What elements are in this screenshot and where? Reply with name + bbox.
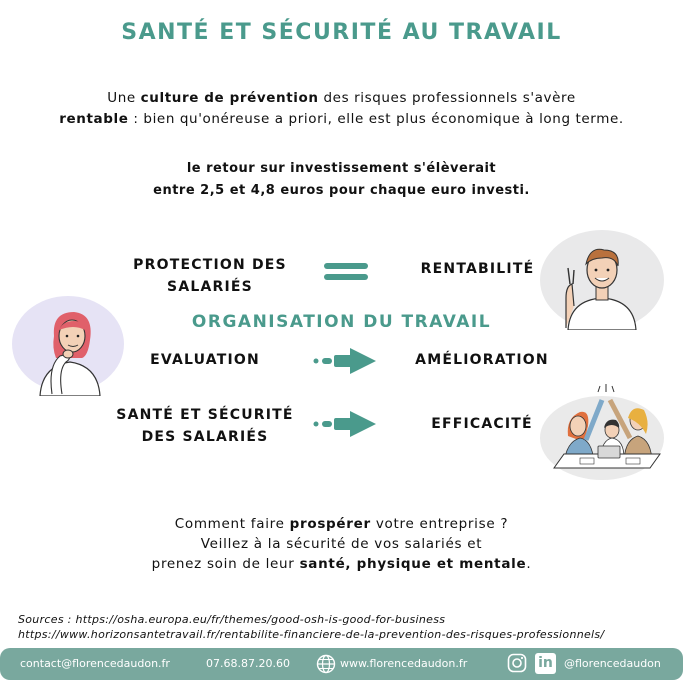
- footer-bar: [0, 648, 683, 680]
- amelioration-label: AMÉLIORATION: [415, 352, 549, 368]
- linkedin-icon[interactable]: in: [535, 653, 556, 674]
- closing-paragraph: Comment faire prospérer votre entreprise ? Veillez à la sécurité de vos salariés et prenez soin de leur santé, physique et mentale.: [151, 516, 532, 572]
- arrow-right-icon: [312, 346, 378, 376]
- sante-securite-label: SANTÉ ET SÉCURITÉ DES SALARIÉS: [116, 407, 294, 445]
- source-link-osha[interactable]: Sources : https://osha.europa.eu/fr/themes/good-osh-is-good-for-business: [18, 613, 446, 626]
- intro-paragraph: Une culture de prévention des risques professionnels s'avère rentable : bien qu'onéreuse a priori, elle est plus économique à long terme.: [59, 90, 624, 127]
- efficacite-label: EFFICACITÉ: [431, 416, 533, 432]
- organisation-title: ORGANISATION DU TRAVAIL: [191, 312, 492, 332]
- rentabilite-label: RENTABILITÉ: [420, 261, 535, 277]
- roi-statement: le retour sur investissement s'élèverait entre 2,5 et 4,8 euros pour chaque euro investi.: [153, 161, 530, 198]
- footer-phone[interactable]: 07.68.87.20.60: [206, 657, 290, 670]
- footer-website[interactable]: www.florencedaudon.fr: [340, 657, 468, 670]
- sources: [18, 612, 604, 642]
- team-high-five-illustration: [540, 382, 664, 482]
- footer-email[interactable]: contact@florencedaudon.fr: [20, 657, 170, 670]
- equals-icon: [322, 261, 370, 283]
- arrow-right-icon: [312, 409, 378, 439]
- globe-icon: [316, 654, 336, 674]
- footer-handle[interactable]: @florencedaudon: [564, 657, 661, 670]
- protection-label: PROTECTION DES SALARIÉS: [133, 257, 287, 295]
- page-title: SANTÉ ET SÉCURITÉ AU TRAVAIL: [121, 20, 562, 45]
- instagram-icon[interactable]: [507, 653, 527, 673]
- evaluation-label: EVALUATION: [150, 352, 260, 368]
- source-link-horizon[interactable]: https://www.horizonsantetravail.fr/rentabilite-financiere-de-la-prevention-des-risques-professionnels/: [18, 628, 605, 641]
- woman-thinking-illustration: [12, 296, 128, 396]
